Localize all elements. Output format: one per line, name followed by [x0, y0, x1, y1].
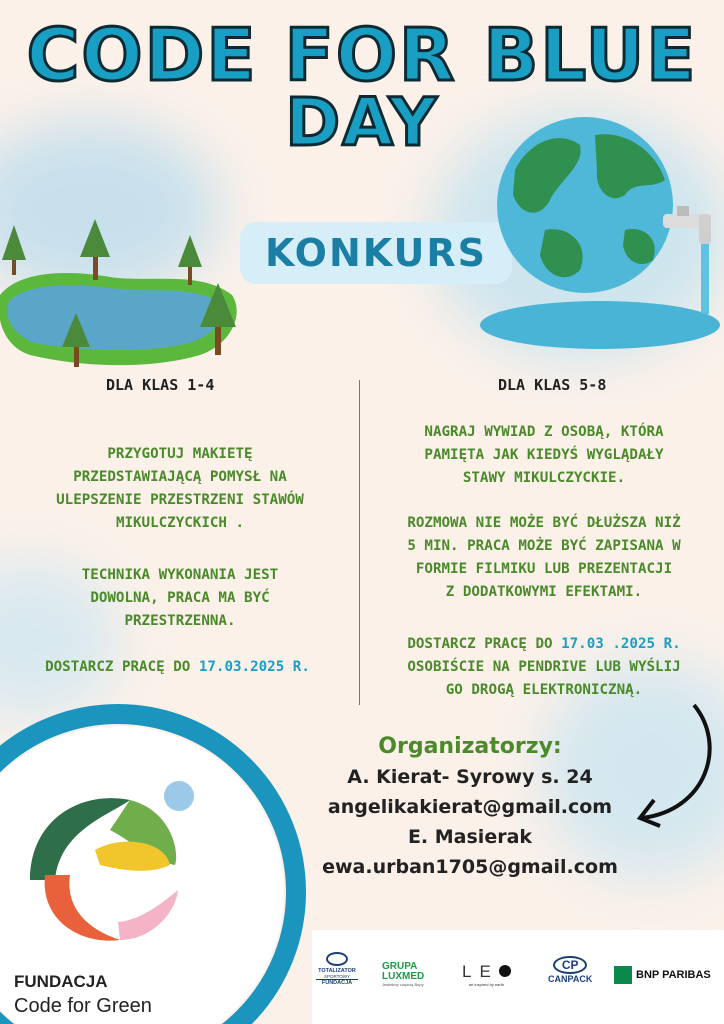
right-deadline: DOSTARCZ PRACĘ DO 17.03 .2025 R. OSOBIŚCIE NA PENDRIVE LUB WYŚLIJ GO DROGĄ ELEKTRONICZNĄ.	[407, 636, 681, 698]
pond-illustration	[0, 215, 245, 375]
leo-logo: LE art inspired by earth	[462, 962, 511, 987]
canpack-logo: CP CANPACK	[548, 958, 593, 984]
curved-arrow-icon	[632, 700, 724, 830]
right-format-paragraph: ROZMOWA NIE MOŻE BYĆ DŁUŻSZA NIŻ 5 MIN. PRACA MOŻE BYĆ ZAPISANA W FORMIE FILMIKU LUB PREZENTACJI Z DODATKOWYMI EFEKTAMI.	[407, 515, 681, 600]
tree-icon	[2, 225, 26, 275]
luxmed-logo: GRUPA LUXMED Jesteśmy częścią Bupy	[382, 961, 425, 987]
foundation-label: FUNDACJA	[14, 972, 108, 991]
right-column-heading: DLA KLAS 5-8	[498, 376, 607, 394]
tree-icon	[178, 235, 202, 285]
totalizator-icon	[326, 952, 348, 966]
bnp-stars-icon	[614, 966, 632, 984]
foundation-name: Code for Green	[14, 995, 152, 1017]
organizer-line: E. Masierak	[407, 826, 533, 848]
right-task-paragraph: NAGRAJ WYWIAD Z OSOBĄ, KTÓRA PAMIĘTA JAK KIEDYŚ WYGLĄDAŁY STAWY MIKULCZYCKIE.	[424, 424, 664, 486]
organizers-heading: Organizatorzy:	[378, 734, 562, 759]
sponsors-bar	[312, 930, 724, 1024]
bnp-logo: BNP PARIBAS	[614, 966, 711, 984]
contest-badge-label: KONKURS	[264, 231, 488, 275]
totalizator-logo: TOTALIZATOR SPORTOWY FUNDACJA	[316, 952, 358, 986]
tree-icon	[80, 219, 110, 280]
organizer-email: ewa.urban1705@gmail.com	[322, 856, 618, 878]
left-technique-paragraph: TECHNIKA WYKONANIA JEST DOWOLNA, PRACA MA BYĆ PRZESTRZENNA.	[81, 567, 279, 629]
poster-title-line1: CODE FOR BLUE	[26, 13, 698, 97]
poster-title-line2: DAY	[285, 84, 439, 161]
organizer-line: A. Kierat- Syrowy s. 24	[347, 766, 593, 788]
organizer-email: angelikakierat@gmail.com	[327, 796, 613, 818]
earth-faucet-illustration	[475, 110, 724, 355]
left-column-heading: DLA KLAS 1-4	[106, 376, 215, 394]
left-task-paragraph: PRZYGOTUJ MAKIETĘ PRZEDSTAWIAJĄCĄ POMYSŁ NA ULEPSZENIE PRZESTRZENI STAWÓW MIKULCZYCKICH .	[56, 446, 304, 531]
left-deadline: DOSTARCZ PRACĘ DO 17.03.2025 R.	[45, 659, 310, 675]
contest-badge	[240, 222, 512, 284]
dot-icon	[499, 965, 511, 977]
column-divider	[359, 380, 360, 705]
